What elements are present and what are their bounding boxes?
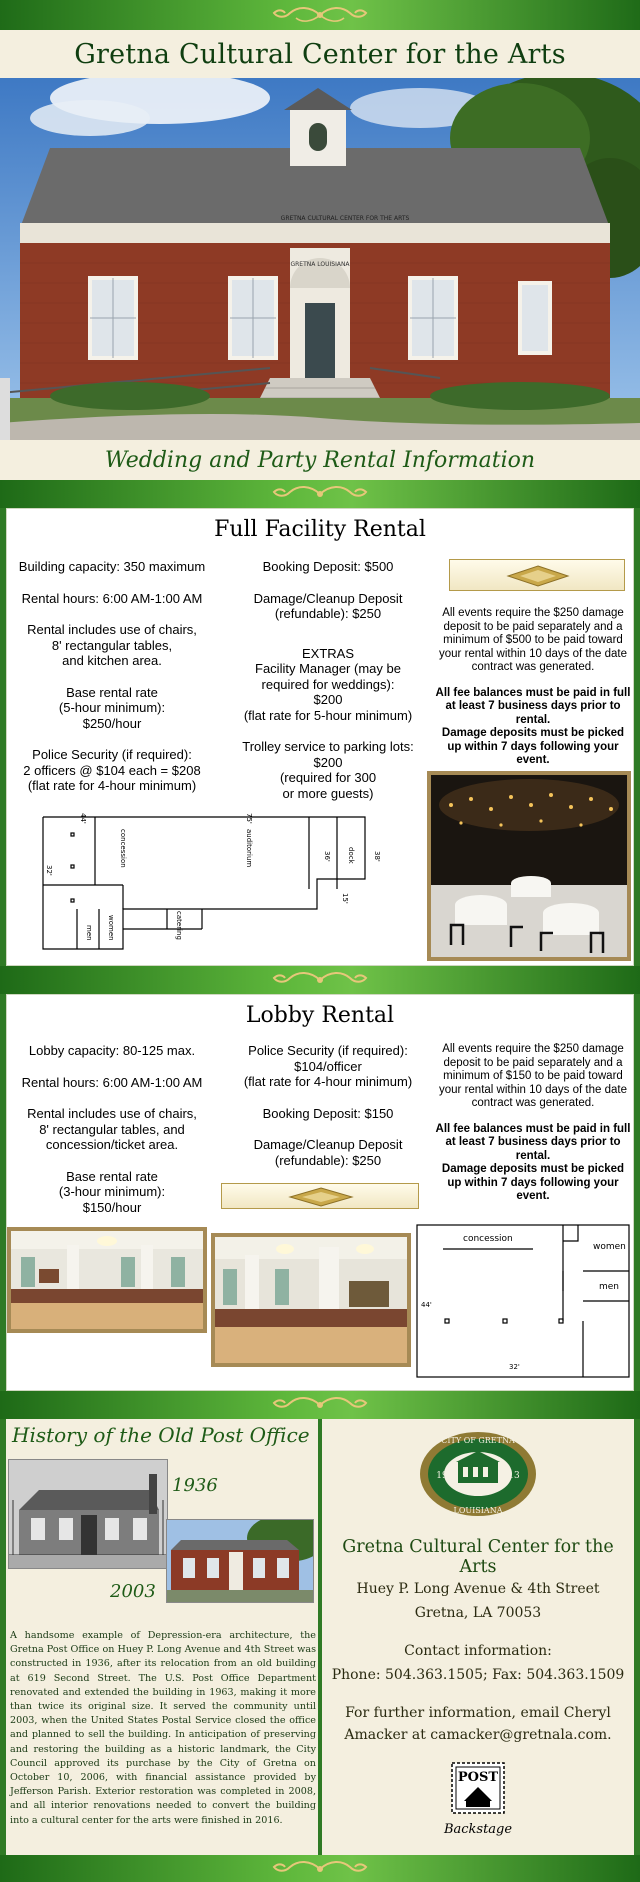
address-line-2: Gretna, LA 70053 <box>414 1605 542 1621</box>
trolley-text: Trolley service to parking lots: $200 (required for 300 or more guests) <box>242 739 414 801</box>
lobby-pickup-note: Damage deposits must be picked up within 7 days following your event. <box>441 1163 625 1202</box>
plan-label-catering: catering <box>175 911 183 940</box>
base-rate-text: Base rental rate (5-hour minimum): $250/hour <box>58 684 166 731</box>
divider-band <box>0 1391 640 1419</box>
plan-label-women: women <box>107 915 115 941</box>
booking-deposit-text: Booking Deposit: $500 <box>262 559 394 574</box>
full-facility-floorplan <box>37 779 409 959</box>
lobby-capacity-text: Lobby capacity: 80-125 max. <box>28 1043 196 1058</box>
full-facility-panel <box>6 508 634 966</box>
contact-section <box>322 1419 634 1855</box>
svg-text:GRETNA CULTURAL CENTER FOR THE: GRETNA CULTURAL CENTER FOR THE ARTS <box>280 215 410 222</box>
divider-band <box>0 966 640 994</box>
building-photo <box>0 78 640 440</box>
email-line-1: For further information, email Cheryl <box>345 1705 611 1721</box>
year-2003: 2003 <box>110 1581 156 1602</box>
plan-label-38: 38' <box>373 851 381 862</box>
history-section <box>6 1419 318 1855</box>
extras-text: EXTRAS Facility Manager (may be required for weddings): $200 (flat rate for 5-hour minimum) <box>243 645 413 723</box>
lobby-photo-2 <box>211 1233 411 1367</box>
seal-right-number: 13 <box>508 1471 520 1481</box>
divider-band <box>0 480 640 508</box>
lobby-hours-text: Rental hours: 6:00 AM-1:00 AM <box>21 1074 203 1090</box>
plan-label-32: 32' <box>45 865 53 876</box>
history-title: History of the Old Post Office <box>12 1423 310 1447</box>
history-photo-1936 <box>8 1459 168 1569</box>
lobby-title: Lobby Rental <box>245 1003 395 1028</box>
title-bar <box>0 30 640 78</box>
logo-post-text: POST <box>457 1770 499 1785</box>
capacity-text: Building capacity: 350 maximum <box>18 559 206 574</box>
history-text: A handsome example of Depression-era architecture, the Gretna Post Office on Huey P. Long Avenue and 4th Street was constructed in 1936, after its relocation from an old building at 619 Second Street. The U.S. Post Office Department renovated and extended the building in 1963, making it more than twice its original size. It served the community until 2003, when the United States Postal Service closed the office and planned to sell the building. In anticipation of preserving and restoring the building as a historic landmark, the City Council approved its purchase by the City of Gretna on October 10, 2006, with financial assistance provided by Jefferson Parish. Exterior restoration was completed in 2008, and all interior renovations needed to convert the building into a cultural center for the arts were finished in 2016. <box>10 1630 316 1826</box>
full-facility-title: Full Facility Rental <box>214 517 426 542</box>
damage-deposit-text: Damage/Cleanup Deposit (refundable): $250 <box>253 590 403 621</box>
scroll-ornament-icon <box>260 1394 380 1416</box>
balance-note: All fee balances must be paid in full at least 7 business days prior to rental. <box>435 686 631 726</box>
police-security-text: Police Security (if required): 2 officers @ $104 each = $208 (flat rate for 4-hour minimum) <box>23 747 201 793</box>
plan-label-dock: dock <box>347 847 355 864</box>
bottom-section <box>6 1419 634 1855</box>
lobby-includes-text: Rental includes use of chairs, 8' rectangular tables, and concession/ticket area. <box>27 1106 197 1152</box>
plan-label-36: 36' <box>323 851 331 862</box>
seal-left-number: 19 <box>436 1471 448 1481</box>
diamond-ornament-icon <box>449 559 625 591</box>
lobby-police-text: Police Security (if required): $104/officer (flat rate for 4-hour minimum) <box>243 1043 413 1089</box>
lobby-floorplan <box>413 1221 633 1381</box>
svg-text:GRETNA LOUISIANA: GRETNA LOUISIANA <box>290 261 350 268</box>
pickup-note: Damage deposits must be picked up within 7 days following your event. <box>441 727 625 766</box>
address-line-1: Huey P. Long Avenue & 4th Street <box>356 1581 600 1597</box>
history-photo-2003 <box>166 1519 314 1603</box>
lobby-plan-44: 44' <box>421 1301 432 1309</box>
scroll-ornament-icon <box>260 4 380 26</box>
plan-label-75: 75' <box>245 813 253 824</box>
lobby-plan-men: men <box>599 1282 620 1292</box>
lobby-photo-1 <box>7 1227 207 1333</box>
subheader-title: Wedding and Party Rental Information <box>104 447 536 473</box>
lobby-deposit-note: All events require the $250 damage deposit to be paid separately and a minimum of $150 to be paid toward your rental within 10 days of the date contract was generated. <box>439 1043 627 1109</box>
plan-label-44: 44' <box>79 813 87 824</box>
event-hall-photo <box>427 771 631 961</box>
lobby-booking-text: Booking Deposit: $150 <box>262 1105 394 1121</box>
contact-org-name: Gretna Cultural Center for the Arts <box>342 1537 614 1577</box>
lobby-damage-text: Damage/Cleanup Deposit (refundable): $250 <box>253 1137 403 1168</box>
full-facility-note <box>435 607 631 780</box>
page-title: Gretna Cultural Center for the Arts <box>74 38 566 70</box>
scroll-ornament-icon <box>260 969 380 991</box>
lobby-plan-concession: concession <box>463 1234 513 1244</box>
plan-label-15: 15' <box>341 893 349 904</box>
deposit-note: All events require the $250 damage deposit to be paid separately and a minimum of $500 to be paid toward your rental within 10 days of the date contract was generated. <box>439 607 627 673</box>
post-backstage-logo <box>438 1761 518 1845</box>
lobby-column-1 <box>7 1043 217 1231</box>
phone-fax-text: Phone: 504.363.1505; Fax: 504.363.1509 <box>331 1667 625 1683</box>
bottom-band <box>0 1855 640 1882</box>
plan-label-concession: concession <box>119 829 127 868</box>
includes-text: Rental includes use of chairs, 8' rectangular tables, and kitchen area. <box>27 622 197 668</box>
scroll-ornament-icon <box>260 1858 380 1880</box>
lobby-note <box>435 1043 631 1216</box>
scroll-ornament-icon <box>260 483 380 505</box>
contact-heading: Contact information: <box>404 1643 552 1659</box>
logo-script-text: Backstage <box>443 1822 513 1837</box>
lobby-base-rate-text: Base rental rate (3-hour minimum): $150/hour <box>58 1168 166 1215</box>
lobby-column-2 <box>223 1043 433 1184</box>
top-band <box>0 0 640 30</box>
rental-hours-text: Rental hours: 6:00 AM-1:00 AM <box>21 590 203 606</box>
lobby-panel <box>6 994 634 1391</box>
lobby-balance-note: All fee balances must be paid in full at least 7 business days prior to rental. <box>435 1122 631 1162</box>
year-1936: 1936 <box>172 1475 218 1496</box>
plan-label-auditorium: auditorium <box>245 829 253 868</box>
subheader-bar <box>0 440 640 480</box>
plan-label-men: men <box>85 925 93 941</box>
diamond-ornament-icon <box>221 1183 419 1209</box>
lobby-plan-32: 32' <box>509 1363 520 1371</box>
seal-top-text: CITY OF GRETNA <box>441 1436 515 1445</box>
email-line-2: Amacker at camacker@gretnala.com. <box>344 1727 612 1743</box>
city-seal <box>418 1429 538 1519</box>
seal-bottom-text: LOUISIANA <box>453 1506 503 1515</box>
full-facility-column-1 <box>7 559 217 810</box>
lobby-plan-women: women <box>593 1242 626 1252</box>
